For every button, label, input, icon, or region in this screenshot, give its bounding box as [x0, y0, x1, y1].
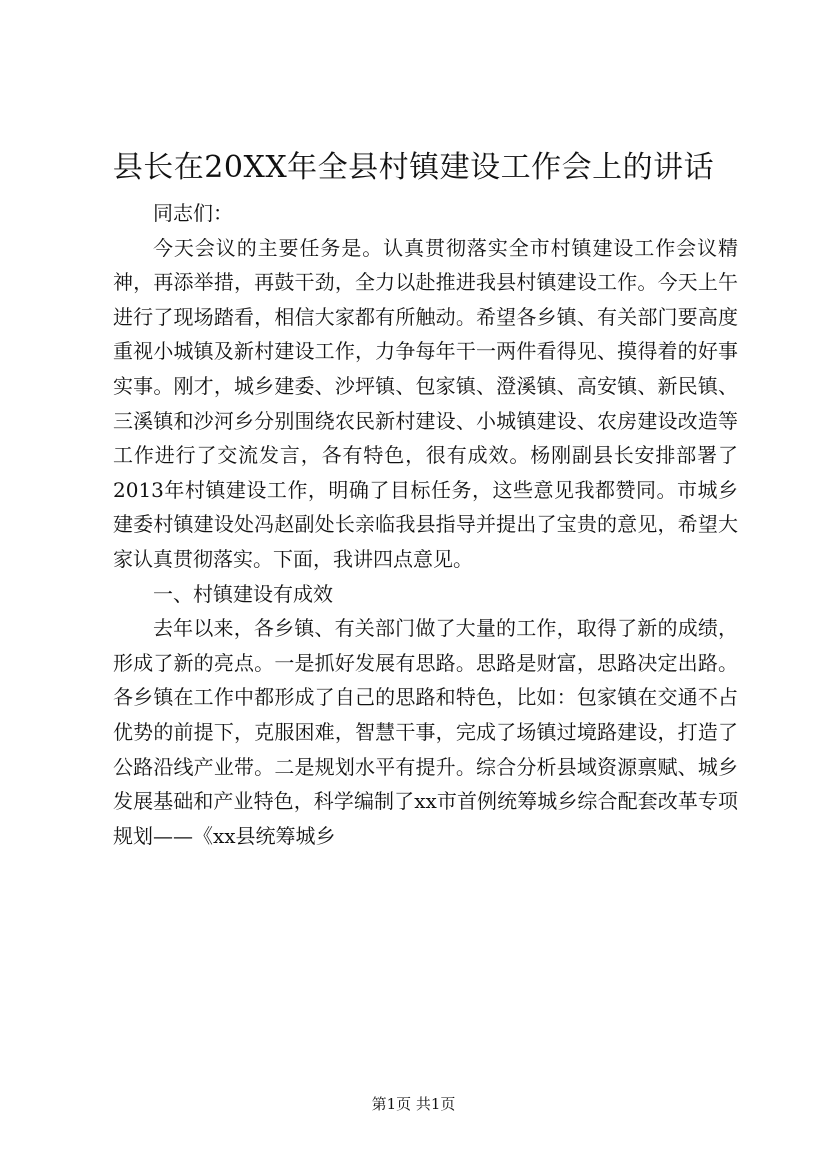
paragraph-intro: 今天会议的主要任务是。认真贯彻落实全市村镇建设工作会议精神，再添举措，再鼓干劲，全力以赴推进我县村镇建设工作。今天上午进行了现场踏看，相信大家都有所触动。希望各乡镇、有关部门要高度重视小城镇及新村建设工作，力争每年干一两件看得见、摸得着的好事实事。刚才，城乡建委、沙坪镇、包家镇、澄溪镇、高安镇、新民镇、三溪镇和沙河乡分别围绕农民新村建设、小城镇建设、农房建设改造等工作进行了交流发言，各有特色，很有成效。杨刚副县长安排部署了2013年村镇建设工作，明确了目标任务，这些意见我都赞同。市城乡建委村镇建设处冯赵副处长亲临我县指导并提出了宝贵的意见，希望大家认真贯彻落实。下面，我讲四点意见。 — [113, 235, 738, 571]
section-heading-1: 一、村镇建设有成效 — [153, 581, 333, 606]
document-title: 县长在20XX年全县村镇建设工作会上的讲话 — [112, 150, 715, 185]
salutation: 同志们： — [153, 201, 233, 225]
paragraph-section-1: 去年以来，各乡镇、有关部门做了大量的工作，取得了新的成绩，形成了新的亮点。一是抓好发展有思路。思路是财富，思路决定出路。各乡镇在工作中都形成了自己的思路和特色，比如：包家镇在交通不占优势的前提下，克服困难，智慧干事，完成了场镇过境路建设，打造了公路沿线产业带。二是规划水平有提升。综合分析县域资源禀赋、城乡发展基础和产业特色，科学编制了xx市首例统筹城乡综合配套改革专项规划——《xx县统筹城乡 — [113, 616, 738, 848]
document-body — [113, 196, 738, 853]
page-footer: 第1页 共1页 — [371, 1095, 456, 1113]
